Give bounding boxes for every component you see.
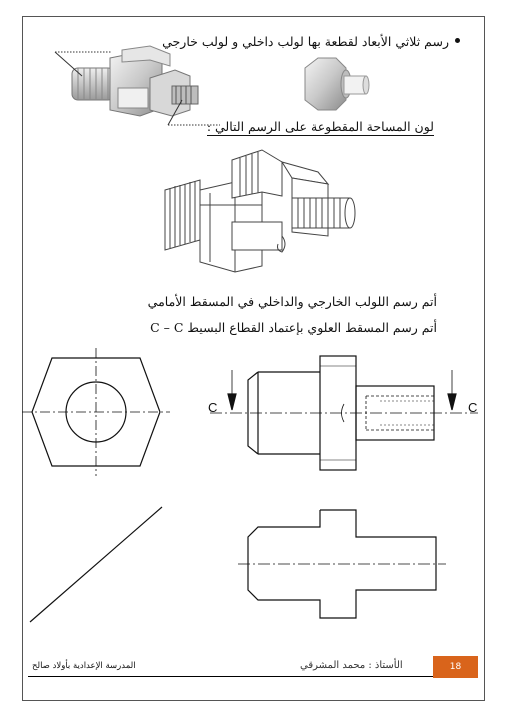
instruction-color-section: لون المساحة المقطوعة على الرسم التالي : xyxy=(206,119,434,134)
footer-school-name: المدرسة الإعدادية بأولاد صالح xyxy=(32,661,136,671)
section-label-left: C xyxy=(208,400,218,415)
footer-rule xyxy=(28,676,433,677)
instruction-complete-top-view: أتم رسم المسقط العلوي بإعتماد القطاع البسيط C – C xyxy=(150,320,437,335)
section-label-right: C xyxy=(468,400,478,415)
footer-teacher-name: الأستاذ : محمد المشرقي xyxy=(300,660,403,671)
miter-line xyxy=(30,507,162,622)
top-view-outline xyxy=(238,510,446,618)
front-view-section xyxy=(210,356,478,470)
instruction-complete-front-view: أتم رسم اللولب الخارجي والداخلي في المسقط الأمامي xyxy=(147,294,437,309)
instruction-3d-drawing: رسم ثلاثي الأبعاد لقطعة بها لولب داخلي و لولب خارجي xyxy=(162,34,449,49)
3d-part-exploded-render xyxy=(55,46,220,125)
hexagon-side-view xyxy=(22,348,170,476)
cutaway-line-drawing xyxy=(165,150,355,272)
3d-part-small-render xyxy=(305,58,369,110)
page-number-badge xyxy=(433,656,478,678)
page-number: 18 xyxy=(449,662,462,672)
